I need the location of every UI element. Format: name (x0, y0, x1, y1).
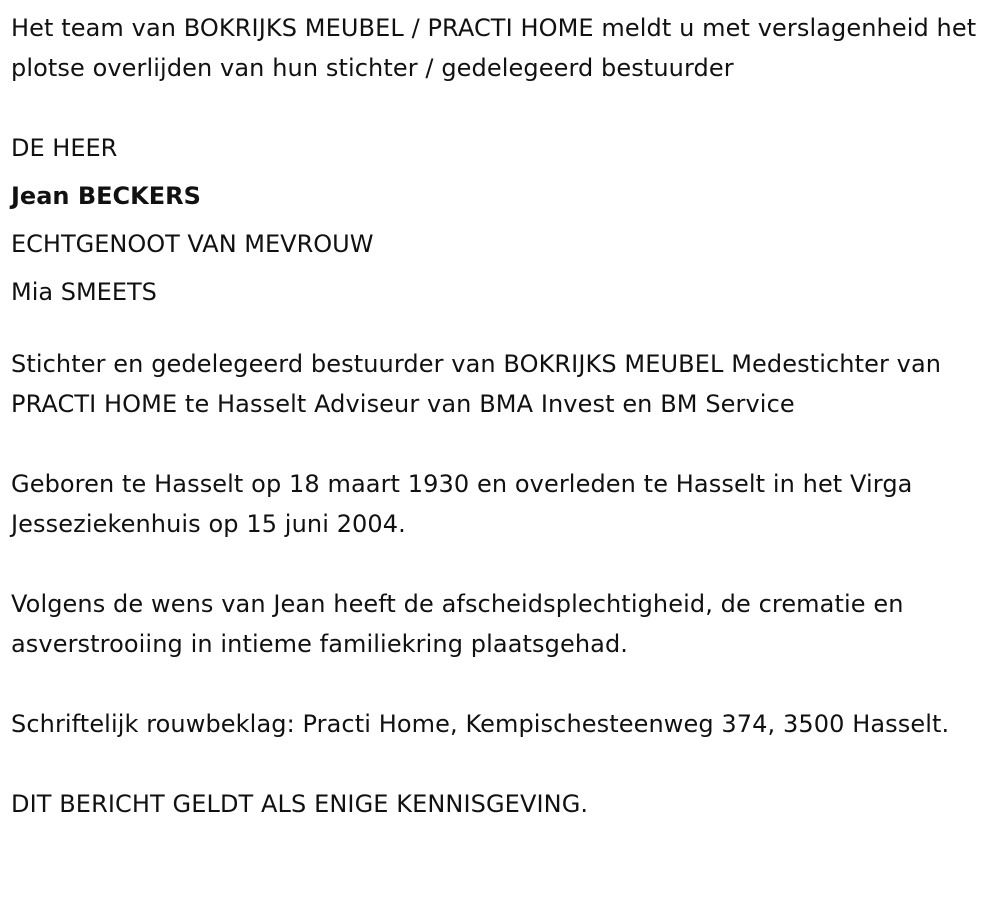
deceased-block (11, 124, 990, 316)
spacer (11, 664, 990, 704)
spouse-name: Mia SMEETS (11, 278, 157, 306)
birth-death-paragraph: Geboren te Hasselt op 18 maart 1930 en overleden te Hasselt in het Virga Jesseziekenhuis op 15 juni 2004. (11, 470, 913, 538)
roles-paragraph: Stichter en gedelegeerd bestuurder van BOKRIJKS MEUBEL Medestichter van PRACTI HOME te Hasselt Adviseur van BMA Invest en BM Service (11, 350, 942, 418)
intro-paragraph: Het team van BOKRIJKS MEUBEL / PRACTI HOME meldt u met verslagenheid het plotse overlijden van hun stichter / gedelegeerd bestuurder (11, 14, 977, 82)
spacer (11, 544, 990, 584)
notice-paragraph: DIT BERICHT GELDT ALS ENIGE KENNISGEVING. (11, 790, 589, 818)
spouse-label: ECHTGENOOT VAN MEVROUW (11, 230, 374, 258)
spacer (11, 88, 990, 128)
deceased-name: Jean BECKERS (11, 182, 201, 210)
spacer (11, 316, 990, 344)
spacer (11, 424, 990, 464)
spacer (11, 744, 990, 784)
honorific: DE HEER (11, 134, 118, 162)
condolences-paragraph: Schriftelijk rouwbeklag: Practi Home, Kempischesteenweg 374, 3500 Hasselt. (11, 710, 950, 738)
ceremony-paragraph: Volgens de wens van Jean heeft de afscheidsplechtigheid, de crematie en asverstrooiing in intieme familiekring plaatsgehad. (11, 590, 904, 658)
